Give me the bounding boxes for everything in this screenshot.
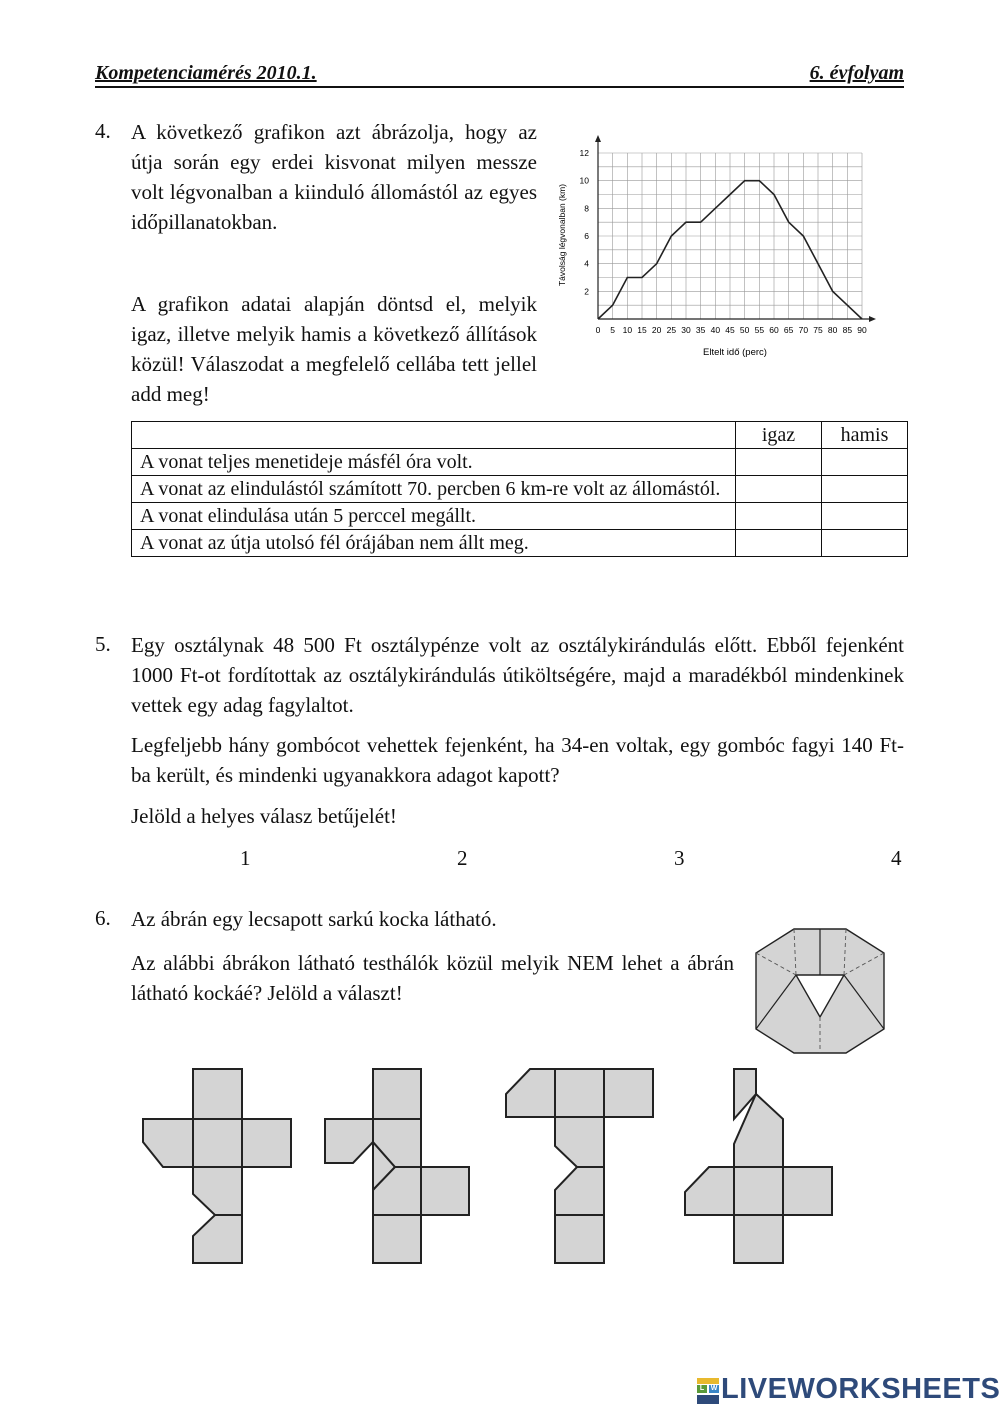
net-1-cut-face bbox=[193, 1215, 242, 1263]
liveworksheets-logo-icon: L W bbox=[697, 1378, 719, 1404]
chart-x-tick-label: 5 bbox=[610, 325, 616, 335]
q6-number: 6. bbox=[95, 906, 111, 930]
table-row bbox=[132, 449, 908, 476]
net-1-cut-face bbox=[143, 1119, 193, 1167]
q4-intro: A következő grafikon azt ábrázolja, hogy az útja során egy erdei kisvonat milyen messze volt légvonalban a kiinduló állomástól az egyes időpillanatokban. bbox=[131, 120, 537, 234]
net-2-face bbox=[421, 1167, 469, 1215]
net-3-face bbox=[555, 1215, 604, 1263]
chart-x-tick-label: 30 bbox=[681, 325, 691, 335]
q5-paragraph-3: Jelöld a helyes válasz betűjelét! bbox=[131, 804, 397, 828]
chart-x-tick-label: 35 bbox=[695, 325, 706, 335]
chart-x-tick-label: 80 bbox=[827, 325, 838, 335]
chart-x-tick-label: 20 bbox=[651, 325, 662, 335]
q5-paragraph-1: Egy osztálynak 48 500 Ft osztálypénze volt az osztálykirándulás előtt. Ebből fejenként 1000 Ft-ot fordítottak az osztálykirándulás útiköltségére, majd a maradékból mindenkinek vettek egy adag fagylaltot. bbox=[131, 633, 904, 717]
chart-y-arrow bbox=[595, 135, 601, 142]
hamis-cell[interactable] bbox=[822, 503, 908, 530]
igaz-cell[interactable] bbox=[736, 476, 822, 503]
chart-x-tick-label: 10 bbox=[622, 325, 633, 335]
igaz-cell[interactable] bbox=[736, 503, 822, 530]
statement-cell: A vonat teljes menetideje másfél óra volt. bbox=[132, 449, 736, 476]
statement-cell: A vonat az elindulástól számított 70. percben 6 km-re volt az állomástól. bbox=[132, 476, 736, 503]
net-2-cut-face bbox=[325, 1119, 373, 1163]
table-row bbox=[132, 530, 908, 557]
net-1-face bbox=[193, 1119, 242, 1167]
hamis-cell[interactable] bbox=[822, 449, 908, 476]
net-4-face bbox=[734, 1167, 783, 1215]
chart-axes bbox=[595, 135, 876, 322]
hamis-cell[interactable] bbox=[822, 530, 908, 557]
answer-option-2[interactable]: 2 bbox=[457, 846, 468, 870]
q5-number: 5. bbox=[95, 632, 111, 656]
net-1-face bbox=[193, 1069, 242, 1119]
chart-y-tick-label: 8 bbox=[584, 203, 589, 214]
net-4-face bbox=[734, 1215, 783, 1263]
chart-x-tick-label: 15 bbox=[637, 325, 647, 335]
chart-y-tick-label: 12 bbox=[579, 148, 589, 158]
net-1-cut-face bbox=[193, 1167, 242, 1215]
chart-x-arrow bbox=[869, 316, 876, 322]
header-igaz: igaz bbox=[736, 422, 822, 449]
cube-net-1[interactable] bbox=[140, 1066, 295, 1266]
chart-x-tick-label: 90 bbox=[857, 325, 867, 335]
answer-option-1[interactable]: 1 bbox=[240, 846, 251, 870]
chart-x-tick-label: 85 bbox=[842, 325, 853, 335]
net-4-cut-face bbox=[685, 1167, 734, 1215]
q4-number: 4. bbox=[95, 119, 111, 143]
igaz-cell[interactable] bbox=[736, 530, 822, 557]
table-header-row bbox=[132, 422, 908, 449]
net-3-cut-face bbox=[506, 1069, 555, 1117]
chart-x-tick-label: 70 bbox=[798, 325, 809, 335]
net-1-face bbox=[242, 1119, 291, 1167]
chart-grid bbox=[598, 153, 862, 319]
q6-paragraph-2: Az alábbi ábrákon látható testhálók közül melyik NEM lehet a ábrán látható kockáé? Jelöld a választ! bbox=[131, 951, 734, 1005]
net-3-cut-face bbox=[555, 1167, 604, 1215]
answer-option-3[interactable]: 3 bbox=[674, 846, 685, 870]
table-row bbox=[132, 476, 908, 503]
chart-ylabel: Távolság légvonalban (km) bbox=[557, 183, 567, 287]
chart-x-tick-label: 55 bbox=[754, 325, 765, 335]
table-row bbox=[132, 503, 908, 530]
q6-paragraph-1: Az ábrán egy lecsapott sarkú kocka látható. bbox=[131, 907, 497, 931]
chart-y-tick-label: 4 bbox=[584, 258, 589, 269]
chart-x-tick-label: 25 bbox=[666, 325, 677, 335]
true-false-table bbox=[131, 421, 908, 557]
chart-y-ticks bbox=[580, 148, 590, 296]
chart-x-ticks bbox=[596, 325, 867, 335]
igaz-cell[interactable] bbox=[736, 449, 822, 476]
cube-net-4[interactable] bbox=[682, 1066, 837, 1266]
liveworksheets-brand: LIVEWORKSHEETS bbox=[721, 1373, 1000, 1405]
net-3-face bbox=[555, 1069, 604, 1117]
hamis-cell[interactable] bbox=[822, 476, 908, 503]
chart-x-tick-label: 60 bbox=[769, 325, 779, 335]
statement-cell: A vonat elindulása után 5 perccel megállt. bbox=[132, 503, 736, 530]
chart-x-tick-label: 50 bbox=[739, 325, 750, 335]
statement-cell: A vonat az útja utolsó fél órájában nem állt meg. bbox=[132, 530, 736, 557]
net-4-face bbox=[783, 1167, 832, 1215]
chart-x-tick-label: 0 bbox=[595, 325, 601, 335]
chart-x-tick-label: 65 bbox=[783, 325, 794, 335]
net-2-face bbox=[373, 1215, 421, 1263]
chart-xlabel: Eltelt idő (perc) bbox=[703, 347, 767, 358]
chart-y-tick-label: 10 bbox=[579, 175, 589, 186]
chart-y-tick-label: 6 bbox=[584, 231, 589, 241]
cube-net-3[interactable] bbox=[503, 1066, 658, 1266]
chart-x-tick-label: 75 bbox=[813, 325, 823, 335]
header-right: 6. évfolyam bbox=[809, 62, 904, 84]
net-3-cut-face bbox=[555, 1117, 604, 1167]
distance-chart bbox=[555, 133, 885, 365]
net-2-face bbox=[373, 1069, 421, 1119]
chart-x-tick-label: 40 bbox=[710, 325, 721, 335]
header-rule bbox=[95, 86, 904, 88]
header-statement bbox=[132, 422, 736, 449]
cube-net-2[interactable] bbox=[322, 1066, 477, 1266]
answer-option-4[interactable]: 4 bbox=[891, 846, 902, 870]
header-hamis: hamis bbox=[822, 422, 908, 449]
header-left: Kompetenciamérés 2010.1. bbox=[95, 62, 317, 84]
net-3-face bbox=[604, 1069, 653, 1117]
chart-y-tick-label: 2 bbox=[584, 286, 589, 297]
q4-instruction: A grafikon adatai alapján döntsd el, melyik igaz, illetve melyik hamis a következő állítások közül! Válaszodat a megfelelő cellába tett jellel add meg! bbox=[131, 292, 537, 406]
q5-paragraph-2: Legfeljebb hány gombócot vehettek fejenként, ha 34-en voltak, egy gombóc fagyi 140 Ft-ba került, és mindenki ugyanakkora adagot kapott? bbox=[131, 733, 904, 787]
chart-x-tick-label: 45 bbox=[725, 325, 735, 335]
truncated-cube-figure bbox=[750, 925, 890, 1057]
